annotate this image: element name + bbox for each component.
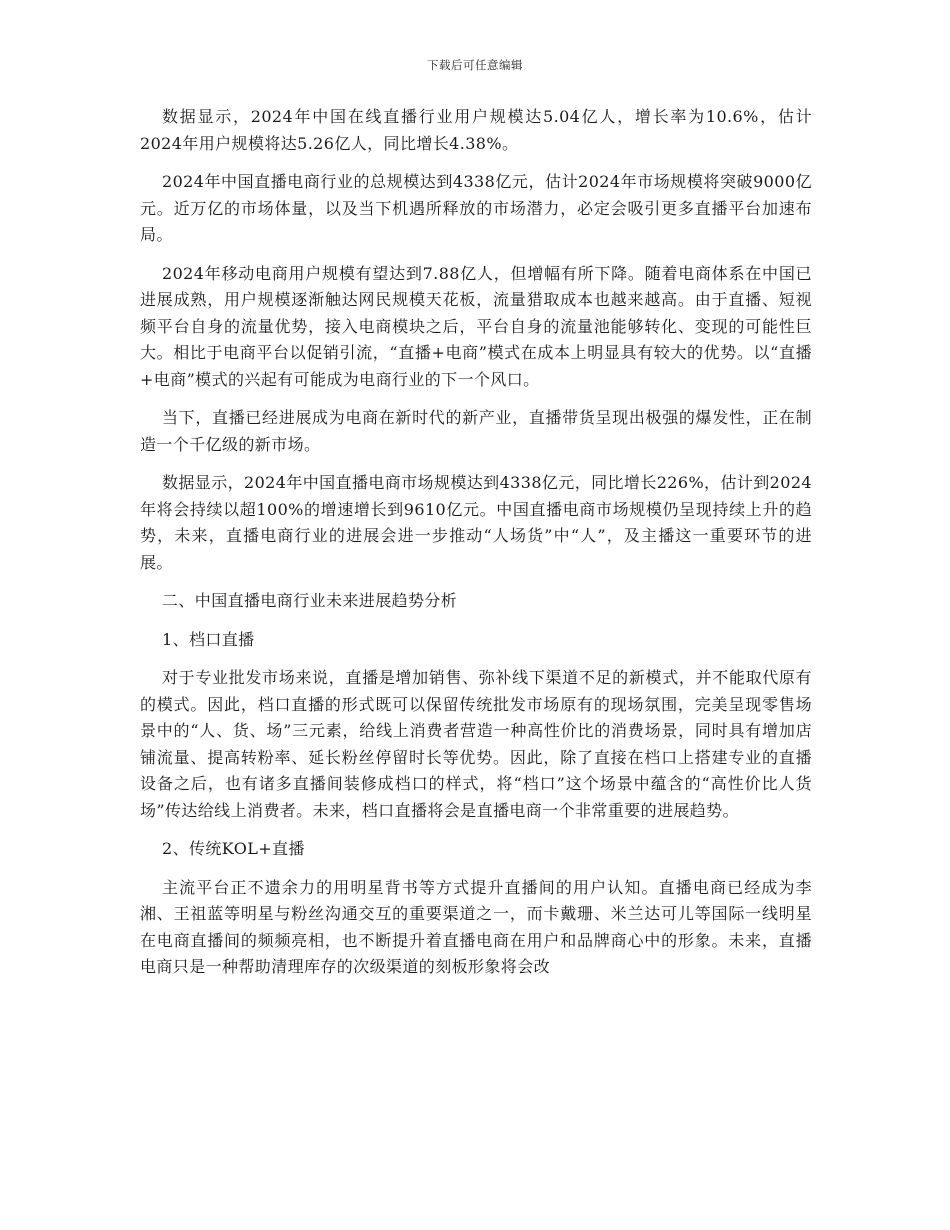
paragraph-mobile-ecommerce: 2024年移动电商用户规模有望达到7.88亿人，但增幅有所下降。随着电商体系在中国已进展成熟，用户规模逐渐触达网民规模天花板，流量猎取成本也越来越高。由于直播、短视频平台自身的流量优势，接入电商模块之后，平台自身的流量池能够转化、变现的可能性巨大。相比于电商平台以促销引流，“直播+电商”模式在成本上明显具有较大的优势。以“直播+电商”模式的兴起有可能成为电商行业的下一个风口。 (140, 263, 812, 389)
paragraph-kol-live: 主流平台正不遗余力的用明星背书等方式提升直播间的用户认知。直播电商已经成为李湘、王祖蓝等明星与粉丝沟通交互的重要渠道之一，而卡戴珊、米兰达可儿等国际一线明星在电商直播间的频频亮相，也不断提升着直播电商在用户和品牌商心中的形象。未来，直播电商只是一种帮助清理库存的次级渠道的刻板形象将会改 (140, 877, 812, 976)
document-body (140, 104, 812, 993)
paragraph-market-scale: 2024年中国直播电商行业的总规模达到4338亿元，估计2024年市场规模将突破9000亿元。近万亿的市场体量，以及当下机遇所释放的市场潜力，必定会吸引更多直播平台加速布局。 (140, 172, 812, 244)
paragraph-new-industry: 当下，直播已经进展成为电商在新时代的新产业，直播带货呈现出极强的爆发性，正在制造一个千亿级的新市场。 (140, 408, 812, 454)
subheading-kol-live: 2、传统KOL+直播 (162, 839, 305, 858)
section-heading-trends: 二、中国直播电商行业未来进展趋势分析 (162, 591, 458, 610)
paragraph-stall-live: 对于专业批发市场来说，直播是增加销售、弥补线下渠道不足的新模式，并不能取代原有的模式。因此，档口直播的形式既可以保留传统批发市场原有的现场氛围，完美呈现零售场景中的“人、货、场”三元素，给线上消费者营造一种高性价比的消费场景，同时具有增加店铺流量、提高转粉率、延长粉丝停留时长等优势。因此，除了直接在档口上搭建专业的直播设备之后，也有诸多直播间装修成档口的样式，将“档口”这个场景中蕴含的“高性价比人货场”传达给线上消费者。未来，档口直播将会是直播电商一个非常重要的进展趋势。 (140, 668, 812, 820)
paragraph-users-stats: 数据显示，2024年中国在线直播行业用户规模达5.04亿人，增长率为10.6%，估计2024年用户规模将达5.26亿人，同比增长4.38%。 (140, 107, 812, 153)
paragraph-market-growth: 数据显示，2024年中国直播电商市场规模达到4338亿元，同比增长226%，估计到2024年将会持续以超100%的增速增长到9610亿元。中国直播电商市场规模仍呈现持续上升的趋势，未来，直播电商行业的进展会进一步推动“人场货”中“人”，及主播这一重要环节的进展。 (140, 473, 812, 572)
page-header: 下载后可任意编辑 (427, 58, 523, 72)
subheading-stall-live: 1、档口直播 (162, 629, 255, 649)
